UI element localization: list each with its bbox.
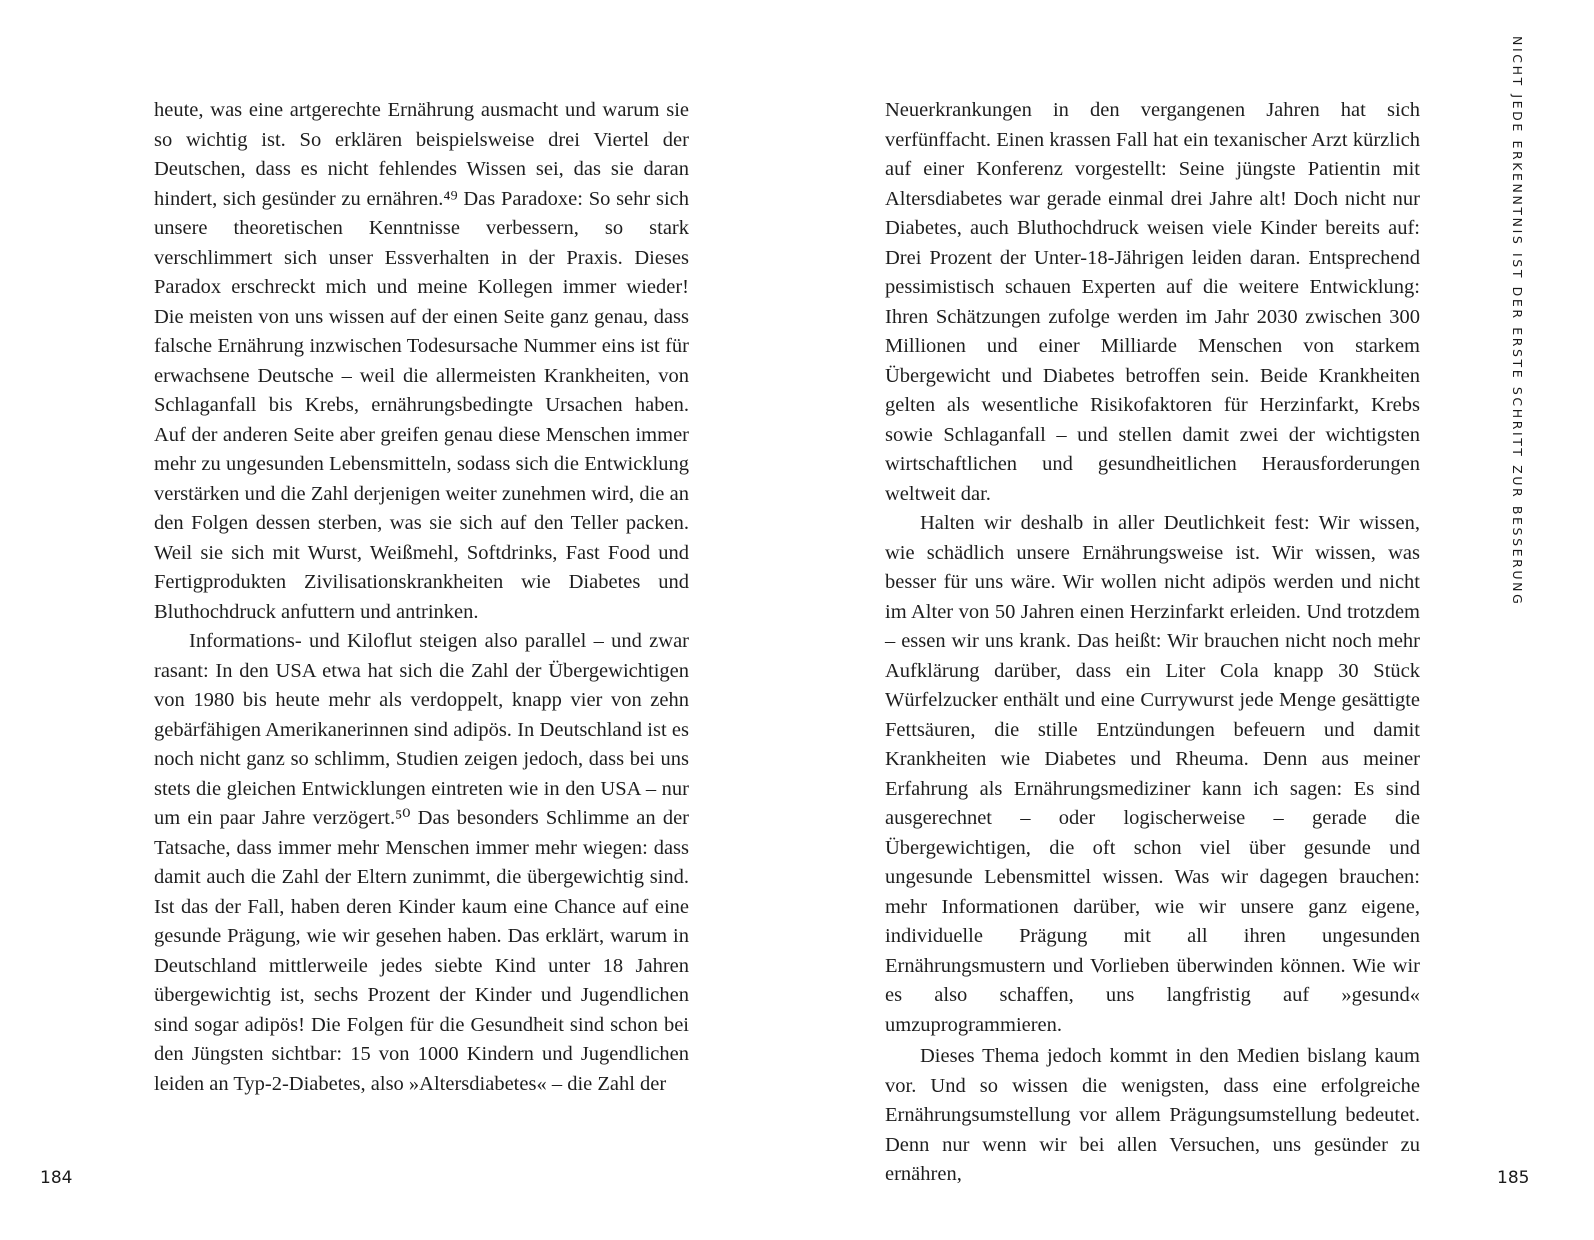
- running-head: NICHT JEDE ERKENNTNIS IST DER ERSTE SCHRITT ZUR BESSERUNG: [1510, 36, 1525, 607]
- left-page-text-column: [154, 96, 689, 1099]
- right-page-text-column: [885, 96, 1420, 1190]
- left-paragraph-1: heute, was eine artgerechte Ernährung ausmacht und warum sie so wichtig ist. So erklären beispielsweise drei Viertel der Deutschen, dass es nicht fehlendes Wissen sei, das sie daran hindert, sich gesünder zu ernähren.⁴⁹ Das Paradoxe: So sehr sich unsere theoretischen Kenntnisse verbessern, so stark verschlimmert sich unser Essverhalten in der Praxis. Dieses Paradox erschreckt mich und meine Kollegen immer wieder! Die meisten von uns wissen auf der einen Seite ganz genau, dass falsche Ernährung inzwischen Todesursache Nummer eins ist für erwachsene Deutsche – weil die allermeisten Krankheiten, von Schlaganfall bis Krebs, ernährungsbedingte Ursachen haben. Auf der anderen Seite aber greifen genau diese Menschen immer mehr zu ungesunden Lebensmitteln, sodass sich die Entwicklung verstärken und die Zahl derjenigen weiter zunehmen wird, die an den Folgen dessen sterben, was sie sich auf den Teller packen. Weil sie sich mit Wurst, Weißmehl, Softdrinks, Fast Food und Fertigprodukten Zivilisationskrankheiten wie Diabetes und Bluthochdruck anfuttern und antrinken.: [154, 99, 689, 623]
- right-page-number: 185: [1497, 1168, 1530, 1188]
- left-page-number: 184: [40, 1168, 73, 1188]
- right-paragraph-2: Halten wir deshalb in aller Deutlichkeit fest: Wir wissen, wie schädlich unsere Ernährungsweise ist. Wir wissen, was besser für uns wäre. Wir wollen nicht adipös werden und nicht im Alter von 50 Jahren einen Herzinfarkt erleiden. Und trotzdem – essen wir uns krank. Das heißt: Wir brauchen nicht noch mehr Aufklärung darüber, dass ein Liter Cola knapp 30 Stück Würfelzucker enthält und eine Currywurst jede Menge gesättigte Fettsäuren, die stille Entzündungen befeuern und damit Krankheiten wie Diabetes und Rheuma. Denn aus meiner Erfahrung als Ernährungsmediziner kann ich sagen: Es sind ausgerechnet – oder logischerweise – gerade die Übergewichtigen, die oft schon viel über gesunde und ungesunde Lebensmittel wissen. Was wir dagegen brauchen: mehr Informationen darüber, wie wir unsere ganz eigene, individuelle Prägung mit all ihren ungesunden Ernährungsmustern und Vorlieben überwinden können. Wie wir es also schaffen, uns langfristig auf »gesund« umzuprogrammieren.: [885, 512, 1420, 1036]
- right-paragraph-3: Dieses Thema jedoch kommt in den Medien bislang kaum vor. Und so wissen die wenigsten, dass eine erfolgreiche Ernährungsumstellung vor allem Prägungsumstellung bedeutet. Denn nur wenn wir bei allen Versuchen, uns gesünder zu ernähren,: [885, 1045, 1420, 1185]
- left-paragraph-2: Informations- und Kiloflut steigen also parallel – und zwar rasant: In den USA etwa hat sich die Zahl der Übergewichtigen von 1980 bis heute mehr als verdoppelt, knapp vier von zehn gebärfähigen Amerikanerinnen sind adipös. In Deutschland ist es noch nicht ganz so schlimm, Studien zeigen jedoch, dass bei uns stets die gleichen Entwicklungen eintreten wie in den USA – nur um ein paar Jahre verzögert.⁵⁰ Das besonders Schlimme an der Tatsache, dass immer mehr Menschen immer mehr wiegen: dass damit auch die Zahl der Eltern zunimmt, die übergewichtig sind. Ist das der Fall, haben deren Kinder kaum eine Chance auf eine gesunde Prägung, wie wir gesehen haben. Das erklärt, warum in Deutschland mittlerweile jedes siebte Kind unter 18 Jahren übergewichtig ist, sechs Prozent der Kinder und Jugendlichen sind sogar adipös! Die Folgen für die Gesundheit sind schon bei den Jüngsten sichtbar: 15 von 1000 Kindern und Jugendlichen leiden an Typ-2-Diabetes, also »Altersdiabetes« – die Zahl der: [154, 630, 689, 1095]
- right-paragraph-1: Neuerkrankungen in den vergangenen Jahren hat sich verfünffacht. Einen krassen Fall hat ein texanischer Arzt kürzlich auf einer Konferenz vorgestellt: Seine jüngste Patientin mit Altersdiabetes war gerade einmal drei Jahre alt! Doch nicht nur Diabetes, auch Bluthochdruck weisen viele Kinder bereits auf: Drei Prozent der Unter-18-Jährigen leiden daran. Entsprechend pessimistisch schauen Experten auf die weitere Entwicklung: Ihren Schätzungen zufolge werden im Jahr 2030 zwischen 300 Millionen und einer Milliarde Menschen von starkem Übergewicht und Diabetes betroffen sein. Beide Krankheiten gelten als wesentliche Risikofaktoren für Herzinfarkt, Krebs sowie Schlaganfall – und stellen damit zwei der wichtigsten wirtschaftlichen und gesundheitlichen Herausforderungen weltweit dar.: [885, 99, 1420, 505]
